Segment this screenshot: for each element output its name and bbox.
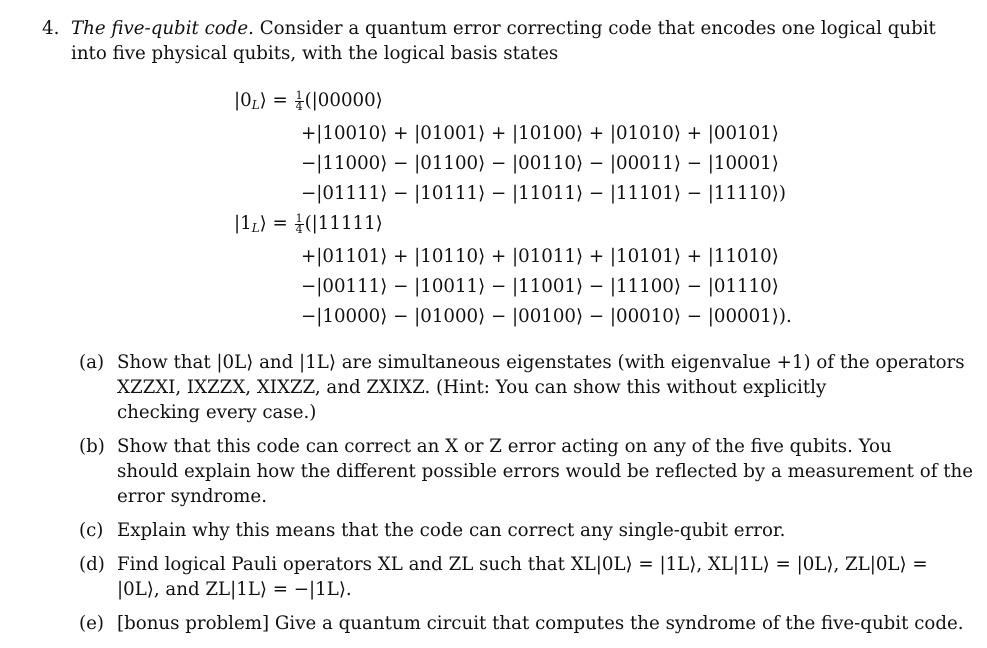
part-d-line-1: Find logical Pauli operators XL and ZL such that XL|0L⟩ = |1L⟩, XL|1L⟩ = |0L⟩, ZL|0L⟩ = bbox=[117, 554, 928, 575]
logical-zero-row-2: −|11000⟩ − |01100⟩ − |00110⟩ − |00011⟩ − |10001⟩ bbox=[301, 153, 779, 174]
part-b-line-1: Show that this code can correct an X or Z error acting on any of the five qubits. You bbox=[117, 436, 892, 457]
part-c-line-1: Explain why this means that the code can correct any single-qubit error. bbox=[117, 520, 786, 541]
part-a-line-3: checking every case.) bbox=[117, 402, 317, 423]
part-c-label: (c) bbox=[79, 520, 104, 541]
part-a-line-2: XZZXI, IXZZX, XIXZZ, and ZXIXZ. (Hint: You can show this without explicitly bbox=[117, 377, 827, 398]
logical-zero-row-3: −|01111⟩ − |10111⟩ − |11011⟩ − |11101⟩ − |11110⟩) bbox=[301, 183, 786, 204]
logical-one-equation-first-line: $|1_L⟩$ = $\frac{1}{4}$ (|11111⟩ bbox=[234, 211, 383, 236]
one-quarter-fraction: $\frac{1}{4}$ bbox=[295, 211, 303, 236]
one-quarter-fraction: $\frac{1}{4}$ bbox=[295, 88, 303, 113]
logical-zero-row-1: +|10010⟩ + |01001⟩ + |10100⟩ + |01010⟩ + |00101⟩ bbox=[301, 123, 779, 144]
part-a-label: (a) bbox=[79, 352, 105, 373]
problem-number: 4. bbox=[42, 18, 60, 39]
part-b-label: (b) bbox=[79, 436, 105, 457]
logical-one-row-3: −|10000⟩ − |01000⟩ − |00100⟩ − |00010⟩ − |00001⟩). bbox=[301, 306, 792, 327]
part-e-label: (e) bbox=[79, 613, 104, 634]
problem-intro-line-1 bbox=[71, 18, 936, 39]
part-d-label: (d) bbox=[79, 554, 105, 575]
logical-one-row-1: +|01101⟩ + |10110⟩ + |01011⟩ + |10101⟩ + |11010⟩ bbox=[301, 246, 779, 267]
problem-intro-text: Consider a quantum error correcting code that encodes one logical qubit bbox=[259, 18, 936, 39]
part-b-line-3: error syndrome. bbox=[117, 486, 267, 507]
part-d-line-2: |0L⟩, and ZL|1L⟩ = −|1L⟩. bbox=[117, 579, 352, 600]
logical-zero-equation-first-line: $|0_L⟩$ = $\frac{1}{4}$ (|00000⟩ bbox=[234, 88, 383, 113]
logical-one-row-2: −|00111⟩ − |10011⟩ − |11001⟩ − |11100⟩ − |01110⟩ bbox=[301, 276, 779, 297]
part-a-line-1: Show that |0L⟩ and |1L⟩ are simultaneous eigenstates (with eigenvalue +1) of the operators bbox=[117, 352, 965, 373]
problem-intro-line-2: into five physical qubits, with the logical basis states bbox=[71, 43, 559, 64]
part-b-line-2: should explain how the different possible errors would be reflected by a measurement of the bbox=[117, 461, 973, 482]
problem-title: The five-qubit code. bbox=[71, 18, 254, 39]
part-e-line-1: [bonus problem] Give a quantum circuit that computes the syndrome of the five-qubit code. bbox=[117, 613, 964, 634]
